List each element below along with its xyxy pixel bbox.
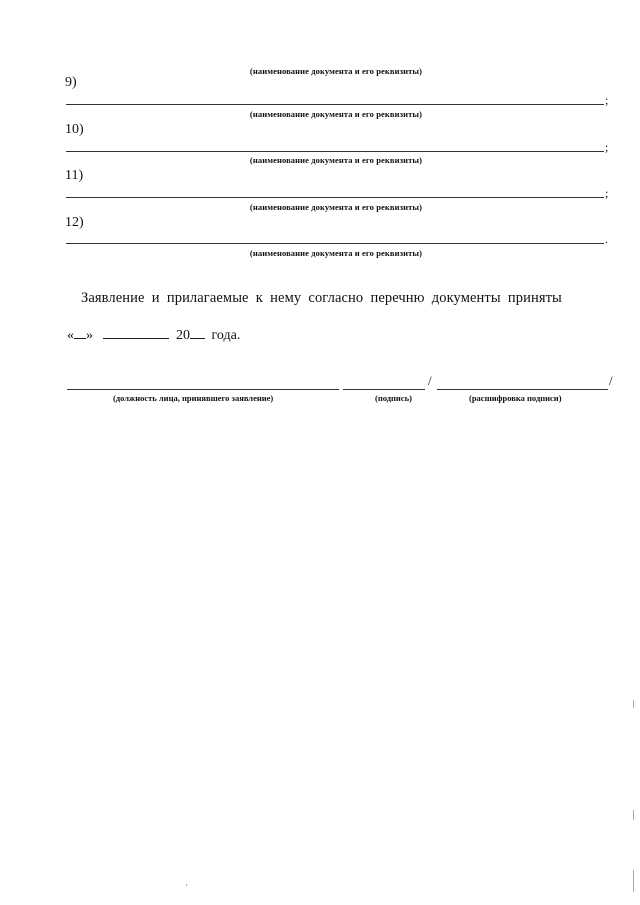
signature-caption: (подпись) <box>375 393 412 403</box>
scan-artifact <box>633 700 634 708</box>
year-suffix: года. <box>211 328 241 343</box>
year-prefix: 20 <box>176 328 190 343</box>
fill-line-10 <box>66 151 604 152</box>
caption-document-9: (наименование документа и его реквизиты) <box>249 109 423 119</box>
acceptance-date <box>67 326 240 344</box>
item-number-12: 12) <box>65 215 84 230</box>
acceptance-statement: Заявление и прилагаемые к нему согласно перечню документы приняты <box>81 290 562 306</box>
scan-artifact <box>186 884 187 886</box>
position-caption: (должность лица, принявшего заявление) <box>113 393 274 403</box>
date-open-quote: « <box>67 328 74 343</box>
fill-line-11 <box>66 197 604 198</box>
signature-line <box>343 389 425 390</box>
year-blank <box>190 326 205 339</box>
item-ending-9: ; <box>605 93 609 107</box>
item-number-10: 10) <box>65 122 84 137</box>
item-number-9: 9) <box>65 75 77 90</box>
decoding-line <box>437 389 608 390</box>
item-number-11: 11) <box>65 168 84 183</box>
caption-document-10: (наименование документа и его реквизиты) <box>249 155 423 165</box>
month-blank <box>103 326 169 339</box>
signature-slash-left: / <box>428 373 432 388</box>
signature-slash-right: / <box>609 373 613 388</box>
day-blank <box>74 326 86 339</box>
caption-document-11: (наименование документа и его реквизиты) <box>249 202 423 212</box>
date-close-quote: » <box>86 328 93 343</box>
fill-line-9 <box>66 104 604 105</box>
scan-artifact <box>633 810 634 820</box>
item-ending-12: . <box>605 232 608 246</box>
scan-artifact <box>633 870 634 892</box>
item-ending-11: ; <box>605 186 609 200</box>
position-line <box>67 389 339 390</box>
item-ending-10: ; <box>605 140 609 154</box>
caption-document-12: (наименование документа и его реквизиты) <box>249 248 423 258</box>
decoding-caption: (расшифровка подписи) <box>469 393 562 403</box>
caption-document-8: (наименование документа и его реквизиты) <box>249 66 423 76</box>
fill-line-12 <box>66 243 604 244</box>
